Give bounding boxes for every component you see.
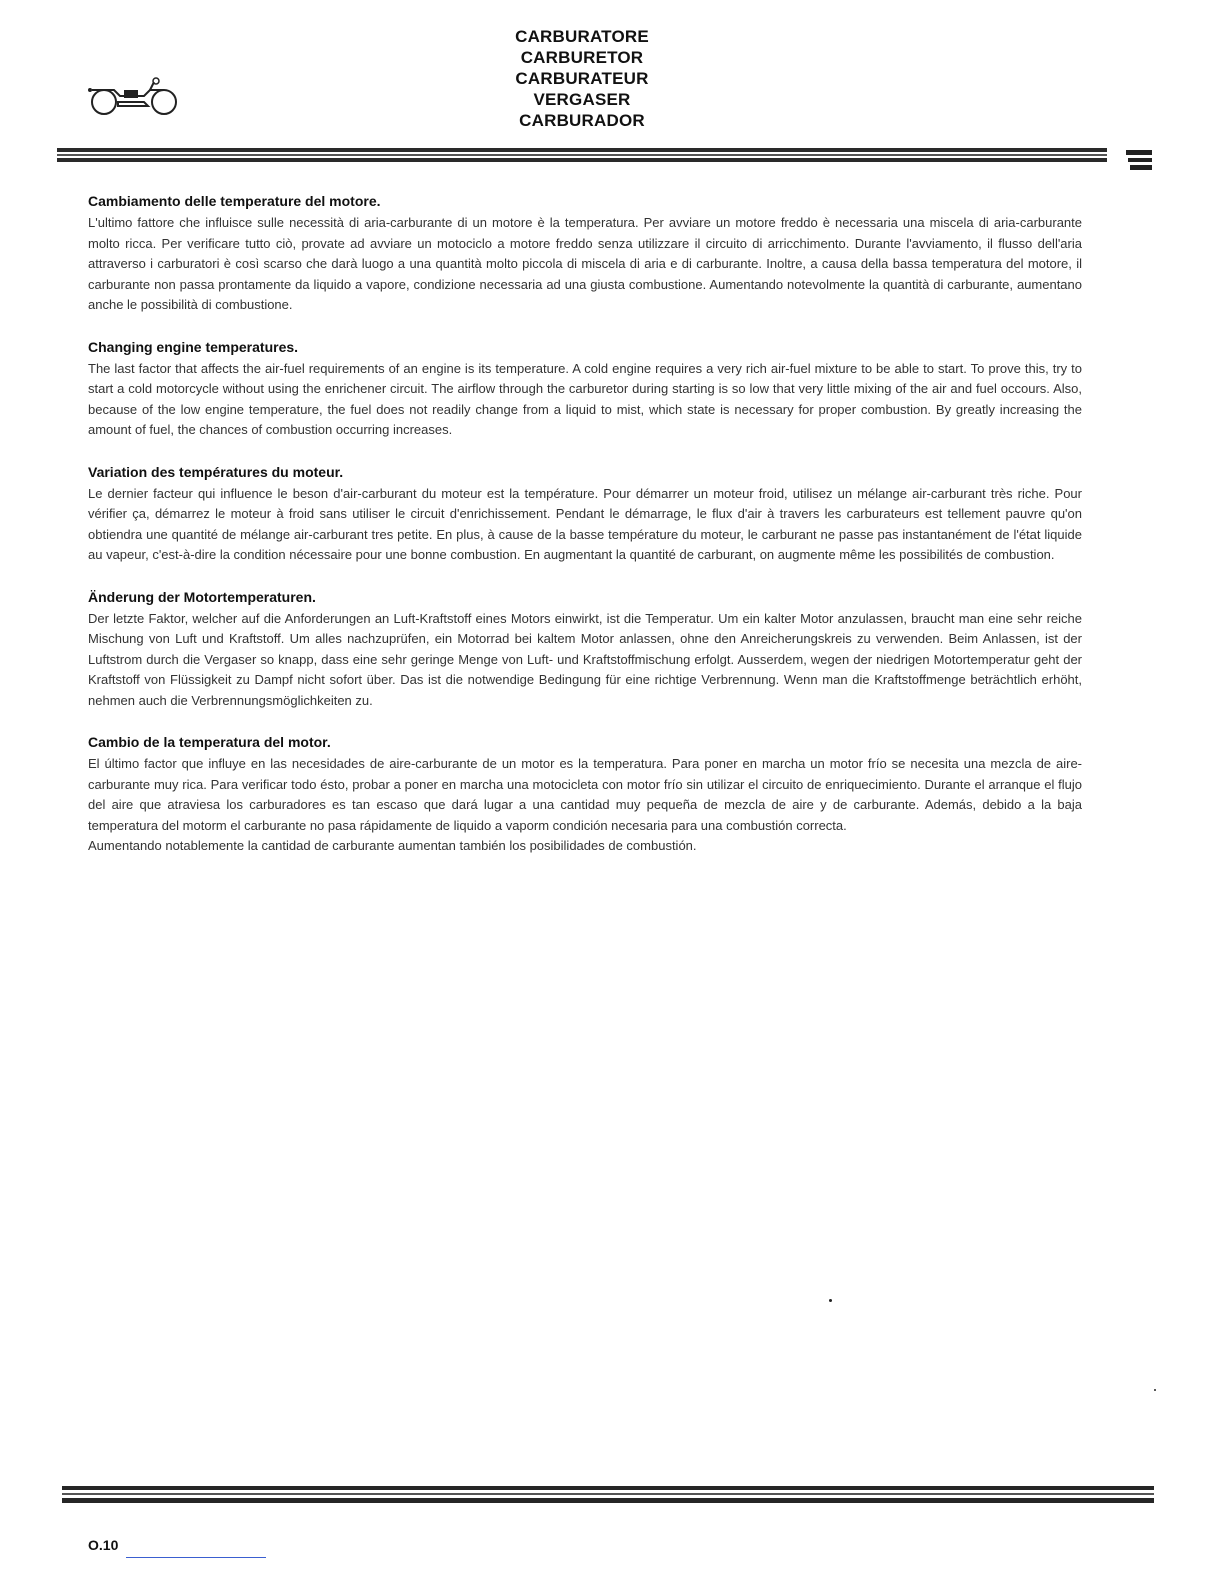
section-spanish (88, 733, 1082, 857)
section-heading: Variation des températures du moteur. (88, 463, 344, 480)
section-italian (88, 192, 1082, 316)
section-tab-icon (1122, 150, 1152, 172)
header-titles (472, 26, 692, 131)
header-divider (57, 148, 1107, 164)
title-spanish: CARBURADOR (519, 111, 645, 130)
section-paragraph: The last factor that affects the air-fuel requirements of an engine is its temperature. A cold engine requires a very rich air-fuel mixture to be able to start. To prove this, try to start a cold motorcycle without using the enrichener circuit. The airflow through the carburetor during starting is so low that very little mixing of the air and fuel occours. Also, because of the low engine temperature, the fuel does not readily change from a liquid to mist, which state is necessary for proper combustion. By greatly increasing the amount of fuel, the chances of combustion occurring increases. (88, 360, 1082, 437)
page-number: O.10 (88, 1537, 119, 1553)
scan-speck (829, 1299, 832, 1302)
section-french (88, 463, 1082, 566)
footer-divider (62, 1486, 1154, 1506)
section-paragraph: Aumentando notablemente la cantidad de carburante aumentan también los posibilidades de combustión. (88, 838, 697, 853)
section-heading: Cambio de la temperatura del motor. (88, 734, 331, 750)
section-paragraph: El último factor que influye en las necesidades de aire-carburante de un motor es la temperatura. Para poner en marcha un motor frío se necesita una mezcla de aire-carburante muy rica. Para verificar todo ésto, probar a poner en marcha una motocicleta con motor frío sin utilizar el circuito de enriquecimiento. Durante el arranque el flujo del aire que atraviesa los carburadores es tan escaso que dará lugar a una cantidad muy pequeña de mezcla de aire y de carburante. Además, debido a la baja temperatura del motorm el carburante no pasa rápidamente de liquido a vaporm condición necesaria para una combustión correcta. (88, 756, 1082, 833)
section-paragraph: Le dernier facteur qui influence le beson d'air-carburant du moteur est la température. Pour démarrer un moteur froid, utilisez un mélange air-carburant très riche. Pour vérifier ça, démarrez le moteur à froid sans utiliser le circuit d'enrichissement. Pendant le démarrage, le flux d'air à travers les carburateurs est tellement pauvre qu'on obtiendra une quantité de mélange air-carburant tres petite. En plus, à cause de la basse température du moteur, le carburant ne passe pas instantanément de l'état liquide au vapeur, c'est-à-dire la condition nécessaire pour une bonne combustion. En augmentant la quantité de carburant, on augmente même les possibilités de combustion. (88, 485, 1082, 562)
title-german: VERGASER (533, 90, 631, 109)
content (88, 192, 1082, 879)
scan-speck (1154, 1389, 1156, 1391)
section-heading: Änderung der Motortemperaturen. (88, 588, 316, 605)
section-paragraph: Der letzte Faktor, welcher auf die Anforderungen an Luft-Kraftstoff eines Motors einwirkt, ist die Temperatur. Um ein kalter Motor anzulassen, braucht man eine sehr reiche Mischung von Luft und Kraftstoff. Um alles nachzuprüfen, ein Motorrad bei kaltem Motor anlassen, ohne den Anreicherungskreis zu verwenden. Beim Anlassen, ist der Luftstrom durch die Vergaser so knapp, dass eine sehr geringe Menge von Luft- und Kraftstoffmischung erfolgt. Ausserdem, wegen der niedrigen Motortemperatur geht der Kraftstoff von Flüssigkeit zu Dampf nicht sofort über. Das ist die notwendige Bedingung für eine richtige Verbrennung. Wenn man die Kraftstoffmenge beträchtlich erhöht, nehmen auch die Verbrennungsmöglichkeiten zu. (88, 610, 1082, 708)
section-english (88, 338, 1082, 441)
motorcycle-icon (84, 76, 184, 122)
section-german (88, 588, 1082, 712)
footer-link-underline (126, 1557, 266, 1558)
title-english: CARBURETOR (520, 48, 644, 67)
title-italian: CARBURATORE (515, 27, 649, 46)
section-heading: Changing engine temperatures. (88, 338, 299, 355)
title-french: CARBURATEUR (515, 69, 649, 88)
section-paragraph: L'ultimo fattore che influisce sulle necessità di aria-carburante di un motore è la temperatura. Per avviare un motore freddo è necessaria una miscela di aria-carburante molto ricca. Per verificare tutto ciò, provate ad avviare un motociclo a motore freddo senza utilizzare il circuito di arricchimento. Durante l'avviamento, il flusso dell'aria attraverso i carburatori è così scarso che darà luogo a una quantità molto piccola di miscela di aria e di carburante. Inoltre, a causa della bassa temperatura del motore, il carburante non passa prontamente da liquido a vapore, condizione necessaria ad una giusta combustione. Aumentando notevolmente la quantità di carburante, aumentano anche le possibilità di combustione. (88, 215, 1082, 312)
section-heading: Cambiamento delle temperature del motore. (88, 193, 381, 209)
